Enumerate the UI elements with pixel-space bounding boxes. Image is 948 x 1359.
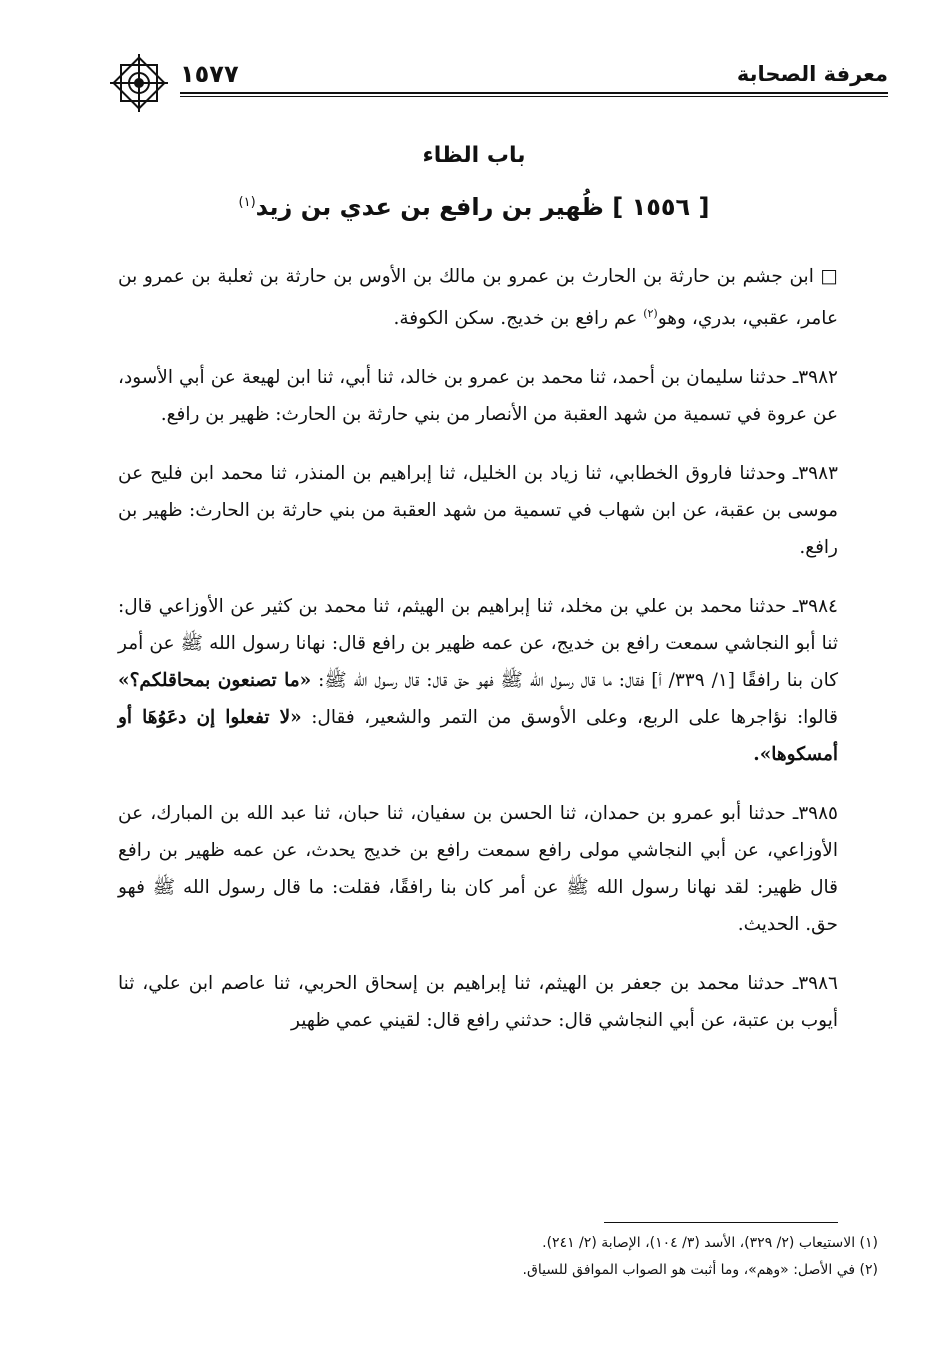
page-number: ١٥٧٧ [180,60,239,88]
footnote-2: (٢) في الأصل: «وهم»، وما أثبت هو الصواب الموافق للسياق. [522,1262,878,1278]
header-rule-thin [180,96,888,97]
footnotes [118,1230,878,1284]
footnote-ref-2: (٢) [643,307,658,320]
entry-title-text: [ ١٥٥٦ ] ظُهير بن رافع بن عدي بن زيد [255,193,710,221]
hadith-3985: ٣٩٨٥ـ حدثنا أبو عمرو بن حمدان، ثنا الحسن بن سفيان، ثنا حبان، ثنا عبد الله بن المبارك، عن الأوزاعي، عن أبي النجاشي مولى رافع سمعت رافع بن خديج يحدث، عن عمه ظهير بن رافع قال ظهير: لقد نهانا رسول الله ﷺ عن أمر كان بنا رافقًا، فقلت: ما قال رسول الله ﷺ فهو حق. الحديث. [118,803,838,936]
running-title: معرفة الصحابة [736,62,888,86]
hadith-3983: ٣٩٨٣ـ وحدثنا فاروق الخطابي، ثنا زياد بن الخليل، ثنا إبراهيم بن المنذر، ثنا محمد ابن فليح عن موسى بن عقبة، عن ابن شهاب في تسمية من شهد العقبة من بني حارثة بن الحارث: ظهير بن رافع. [118,463,838,559]
entry-title [0,193,948,221]
main-text [118,258,838,1061]
intro-text: □ ابن جشم بن حارثة بن الحارث بن عمرو بن مالك بن الأوس بن حارثة بن ثعلبة بن عمرو بن عامر، عقبي، بدري، وهو [118,266,838,330]
intro-text-end: عم رافع بن خديج. سكن الكوفة. [393,308,644,330]
star-ornament-icon [108,52,170,114]
hadith-3984-part-a: ٣٩٨٤ـ حدثنا محمد بن علي بن مخلد، ثنا إبراهيم بن الهيثم، ثنا محمد بن كثير عن الأوزاعي قال: ثنا أبو النجاشي سمعت رافع بن خديج، عن عمه ظهير بن رافع قال: نهانا رسول الله ﷺ عن أمر كان بنا رافقًا [١/ ٣٣٩/ أ] فقال: ما قال رسول الله ﷺ فهو حق قال: قال رسول الله ﷺ: [118,596,839,692]
hadith-3984-part-b: قالوا: نؤاجرها على الربع، وعلى الأوسق من التمر والشعير، فقال: [301,707,838,729]
hadith-3982: ٣٩٨٢ـ حدثنا سليمان بن أحمد، ثنا محمد بن عمرو بن خالد، ثنا أبي، ثنا ابن لهيعة عن أبي الأسود، عن عروة في تسمية من شهد العقبة من الأنصار من بني حارثة بن الحارث: ظهير بن رافع. [118,367,838,426]
footnote-divider [604,1222,838,1223]
hadith-3984-quote-1: «ما تصنعون بمحاقلكم؟» [118,670,312,692]
header-rule [180,92,888,94]
footnote-1: (١) الاستيعاب (٢/ ٣٢٩)، الأسد (٣/ ١٠٤)، الإصابة (٢/ ٢٤١). [542,1235,878,1251]
page-header [90,52,888,100]
intro-paragraph [118,258,838,337]
footnote-ref-1: (١) [238,195,256,210]
hadith-3984 [118,588,838,773]
chapter-title: باب الظاء [422,143,526,168]
hadith-3986: ٣٩٨٦ـ حدثنا محمد بن جعفر بن الهيثم، ثنا إبراهيم بن إسحاق الحربي، ثنا عاصم ابن علي، ثنا أيوب بن عتبة، عن أبي النجاشي قال: حدثني رافع قال: لقيني عمي ظهير [118,973,838,1032]
hadith-3984-quote-2: «لا تفعلوا إن دعَوُهَا أو أمسكوها». [118,707,838,766]
